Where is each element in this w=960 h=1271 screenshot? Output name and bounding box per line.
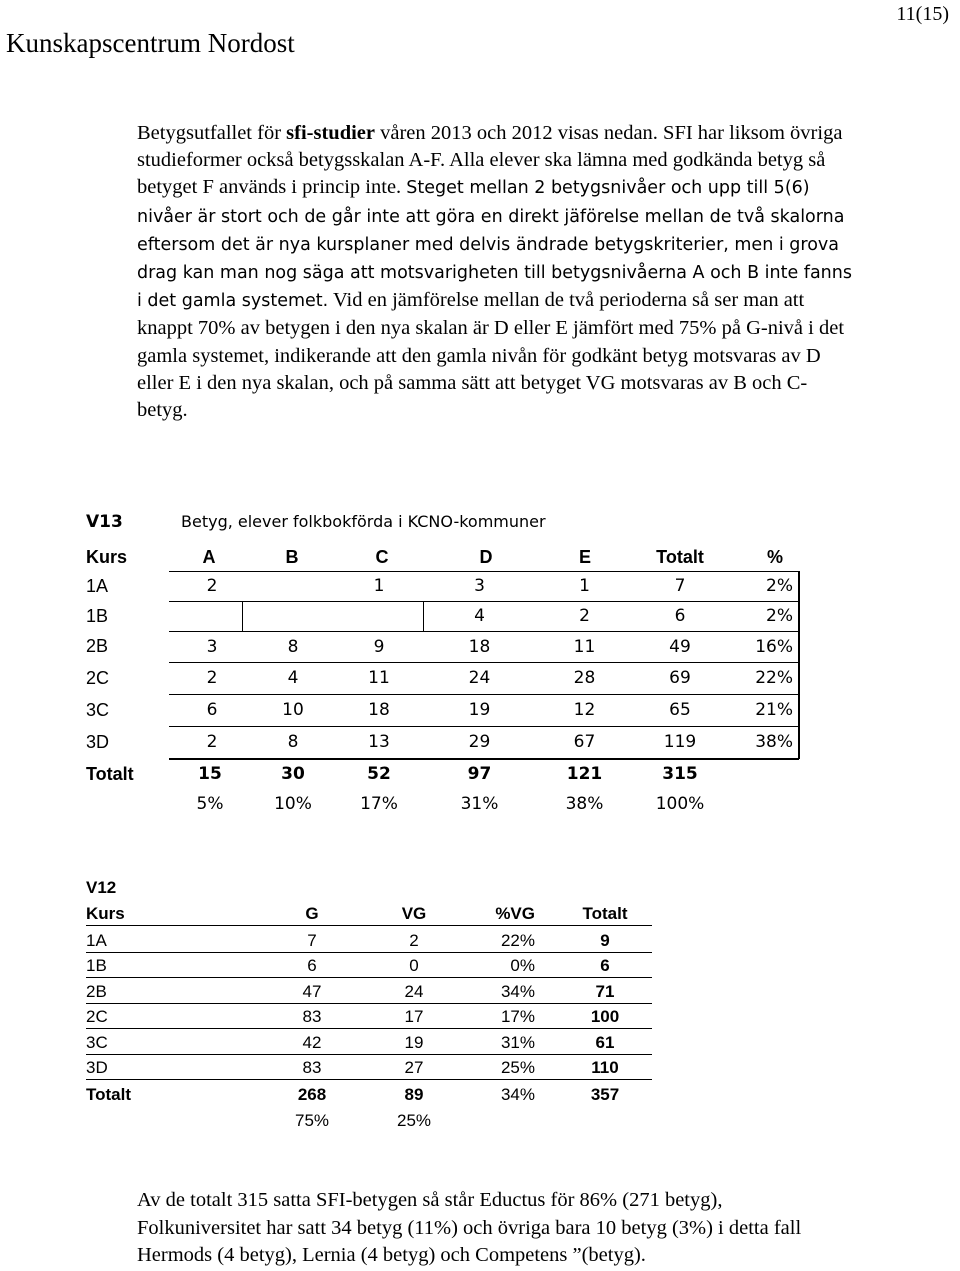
v13-total-value: 97 [467, 764, 492, 784]
v12-row-totalt: 9 [600, 931, 610, 950]
v13-cell: 6 [674, 606, 686, 626]
v13-cell: 3 [474, 576, 485, 596]
v13-total-label: Totalt [86, 763, 134, 784]
v13-cell: 8 [287, 636, 299, 657]
v13-cell: 3 [206, 636, 218, 657]
v13-total-value: 52 [367, 764, 391, 784]
v12-percent-vg: 25% [396, 1111, 432, 1130]
v13-cell: 4 [287, 668, 299, 688]
v12-row-totalt: 61 [595, 1032, 615, 1052]
v12-row-pvg: 31% [500, 1032, 535, 1052]
v13-cell: 2% [766, 576, 793, 596]
v13-cell: 1 [579, 576, 590, 596]
v13-cell: 8 [287, 732, 299, 752]
v12-row-kurs: 2C [86, 1007, 108, 1027]
v13-cell: 49 [669, 636, 691, 657]
v13-header-kurs: Kurs [86, 546, 128, 567]
v13-header-a: A [202, 546, 216, 567]
v12-row [86, 978, 652, 1004]
v13-row-kurs: 1A [86, 575, 109, 596]
v12-header-row [86, 900, 652, 926]
v12-row-pvg: 0% [510, 956, 535, 976]
v13-caption: Betyg, elever folkbokförda i KCNO-kommuner [181, 512, 546, 531]
v12-row [86, 1054, 652, 1080]
v12-row-g: 47 [302, 981, 322, 1001]
v13-row-kurs: 2C [86, 667, 110, 688]
intro-text-1: Betygsutfallet för [137, 122, 287, 144]
v12-total-g: 268 [297, 1085, 327, 1104]
v13-cell: 29 [468, 732, 491, 752]
page-number: 11(15) [896, 3, 949, 25]
v12-total-row [86, 1081, 652, 1106]
v12-row-totalt: 6 [600, 956, 610, 976]
v12-header-vg: VG [401, 904, 427, 923]
v12-header-totalt: Totalt [582, 904, 628, 923]
v13-cell: 13 [368, 732, 390, 752]
v12-row-kurs: 1A [86, 931, 107, 950]
v13-cell: 2 [579, 606, 590, 626]
v12-row-pvg: 25% [500, 1058, 535, 1077]
v13-cell: 18 [468, 636, 491, 657]
v13-cell: 1 [373, 576, 385, 596]
v12-row-pvg: 17% [500, 1007, 535, 1027]
v13-total-percent: 100% [655, 794, 705, 814]
v13-total-percent: 38% [565, 794, 604, 814]
v13-cell: 6 [206, 700, 218, 720]
v13-header-b: B [285, 546, 299, 567]
v12-label: V12 [86, 878, 117, 897]
v13-cell: 2% [766, 606, 793, 626]
intro-paragraph [137, 120, 857, 424]
v13-header-row [0, 545, 960, 569]
v12-row-kurs: 3D [86, 1058, 108, 1077]
v13-header-e: E [578, 546, 591, 567]
v13-cell: 9 [373, 636, 385, 657]
v13-total-percent: 10% [274, 794, 312, 814]
v13-cell: 22% [755, 668, 793, 688]
v12-row-vg: 0 [409, 956, 419, 976]
v12-header-kurs: Kurs [86, 904, 125, 923]
document-title: Kunskapscentrum Nordost [6, 28, 295, 58]
v12-percent-g: 75% [294, 1111, 330, 1130]
v13-total-percent: 31% [460, 794, 499, 814]
v13-label: V13 [86, 512, 123, 532]
v13-total-value: 15 [198, 764, 222, 784]
v13-header-c: C [375, 546, 389, 567]
v13-header-d: D [479, 546, 493, 567]
v13-header-percent: % [766, 546, 783, 567]
intro-text-3: Steget mellan 2 betygsnivåer och upp till 5(6) nivåer är stort och de går inte att göra en direkt jäförelse mellan de två skalorna eftersom det är nya kursplaner med delvis ändrade betygskriterier, men i grova drag kan man nog säga att motsvarigheten till betygsnivåerna A och B inte fanns i det gamla systemet. [137, 178, 852, 312]
intro-text-4: Vid en jämförelse mellan de två perioderna så ser man att knappt 70% av betygen i den nya skalan är D eller E jämfört med 75% på G-nivå i det gamla systemet, indikerande att den gamla nivån för godkänt betyg motsvaras av D eller E i den nya skalan, och på samma sätt att betyget VG motsvaras av B och C-betyg. [137, 289, 845, 422]
v13-cell: 7 [674, 576, 686, 596]
v12-header-g: G [305, 904, 319, 923]
v13-cell: 2 [206, 732, 218, 752]
v13-cell-divider [242, 601, 243, 631]
v12-row-vg: 2 [409, 931, 419, 950]
v12-row-kurs: 2B [86, 981, 107, 1001]
v12-row-vg: 27 [404, 1058, 424, 1077]
v13-cell: 11 [368, 668, 390, 688]
v13-total-percent: 17% [360, 794, 398, 814]
v12-row-vg: 17 [404, 1007, 424, 1027]
v13-cell: 69 [669, 668, 691, 688]
v12-total-pvg: 34% [500, 1085, 535, 1104]
outro-paragraph: Av de totalt 315 satta SFI-betygen så står Eductus för 86% (271 betyg), Folkuniversitet har satt 34 betyg (11%) och övriga bara 10 betyg (3%) i detta fall Hermods (4 betyg), Lernia (4 betyg) och Competens ”(betyg). [137, 1189, 802, 1266]
v12-row-g: 42 [302, 1032, 322, 1052]
v12-row-totalt: 100 [590, 1007, 620, 1027]
intro-text-2: våren 2013 och 2012 visas nedan. SFI har liksom övriga studieformer också betygsskalan A-F. Alla elever ska lämna med godkända betyg så betyget F används i princip inte. [137, 122, 843, 199]
v12-row-vg: 24 [404, 981, 424, 1001]
v13-cell: 12 [573, 700, 596, 720]
v12-row-vg: 19 [404, 1032, 424, 1052]
v13-row-kurs: 2B [86, 636, 109, 656]
v13-row-kurs: 3D [86, 731, 110, 752]
v13-cell: 38% [755, 732, 793, 752]
v13-total-percent: 5% [196, 794, 224, 814]
v13-cell: 65 [669, 700, 691, 720]
v13-cell: 28 [573, 668, 596, 688]
v12-percent-row [86, 1107, 652, 1132]
v13-cell: 2 [206, 668, 218, 688]
v12-row [86, 927, 652, 953]
v12-row-g: 83 [302, 1007, 322, 1027]
v13-cell: 67 [573, 732, 596, 752]
v12-label-row [86, 874, 652, 899]
v12-row-pvg: 22% [500, 931, 535, 950]
v12-row [86, 1003, 652, 1029]
v13-cell: 11 [573, 636, 596, 657]
v13-cell: 21% [755, 700, 793, 720]
v13-cell: 18 [368, 700, 390, 720]
v13-total-value: 30 [281, 764, 305, 784]
v12-row-g: 6 [307, 956, 317, 976]
intro-bold-term: sfi-studier [286, 122, 375, 144]
v12-total-totalt: 357 [590, 1085, 620, 1104]
v13-cell: 4 [474, 606, 485, 626]
v13-row-kurs: 3C [86, 699, 110, 720]
v13-total-value: 315 [662, 764, 698, 784]
v13-total-value: 121 [566, 764, 603, 784]
v12-row-g: 83 [302, 1058, 322, 1077]
v12-row-g: 7 [307, 931, 317, 950]
v13-cell: 24 [468, 668, 491, 688]
v13-cell: 10 [282, 700, 304, 720]
v12-row-kurs: 3C [86, 1032, 108, 1052]
v13-cell: 16% [755, 636, 793, 657]
v12-row [86, 1029, 652, 1055]
v13-cell: 2 [206, 576, 218, 596]
v12-row-pvg: 34% [500, 981, 535, 1001]
v12-total-label: Totalt [86, 1085, 132, 1104]
v12-total-vg: 89 [404, 1085, 424, 1104]
v12-row [86, 952, 652, 978]
v13-cell: 119 [663, 732, 697, 752]
v12-row-totalt: 71 [595, 981, 615, 1001]
v12-row-totalt: 110 [591, 1058, 619, 1077]
v13-header-totalt: Totalt [656, 546, 704, 567]
v12-header-pvg: %VG [495, 904, 535, 923]
v12-row-kurs: 1B [86, 956, 107, 976]
v13-row-kurs: 1B [86, 605, 109, 626]
v13-cell: 19 [468, 700, 491, 720]
